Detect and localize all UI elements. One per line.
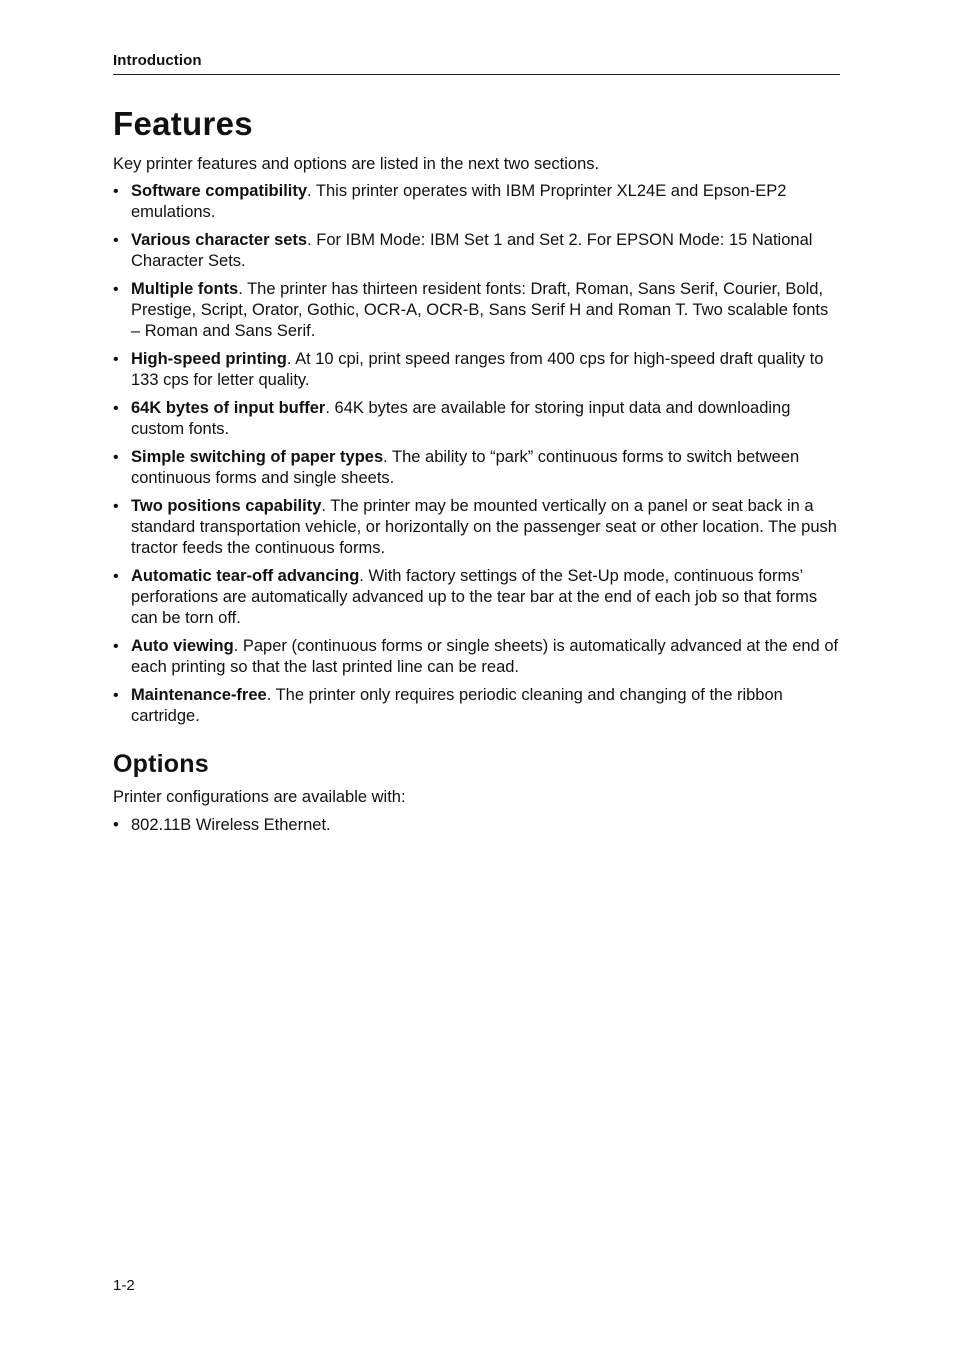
running-header: Introduction [113, 52, 202, 69]
feature-description: . This printer operates with IBM Proprinter XL24E and Epson-EP2 emulations. [131, 182, 787, 221]
list-item [113, 566, 841, 629]
bullet-icon: • [113, 687, 119, 704]
bullet-icon: • [113, 568, 119, 585]
features-list [113, 181, 841, 727]
feature-term: Various character sets [131, 231, 308, 249]
bullet-icon: • [113, 281, 119, 298]
bullet-icon: • [113, 498, 119, 515]
bullet-icon: • [113, 400, 119, 417]
feature-term: Software compatibility [131, 182, 308, 200]
option-text: 802.11B Wireless Ethernet. [131, 816, 331, 834]
list-item [113, 279, 841, 342]
list-item [113, 230, 841, 272]
feature-description: . The printer only requires periodic cleaning and changing of the ribbon cartridge. [131, 686, 783, 725]
feature-term: Auto viewing [131, 637, 234, 655]
header-divider [113, 74, 840, 75]
page-content [113, 100, 841, 836]
page-number: 1-2 [113, 1277, 135, 1294]
feature-term: 64K bytes of input buffer [131, 399, 326, 417]
feature-term: Two positions capability [131, 497, 322, 515]
feature-description: . The printer has thirteen resident fonts: Draft, Roman, Sans Serif, Courier, Bold, Prestige, Script, Orator, Gothic, OCR-A, OCR-B, Sans Serif H and Roman T. Two scalable fonts – Roman and Sans Serif. [131, 280, 829, 340]
feature-term: Automatic tear-off advancing [131, 567, 360, 585]
list-item [113, 349, 841, 391]
options-intro: Printer configurations are available with: [113, 788, 406, 806]
list-item [113, 815, 841, 836]
feature-description: . The printer may be mounted vertically on a panel or seat back in a standard transportation vehicle, or horizontally on the passenger seat or other location. The push tractor feeds the continuous forms. [131, 497, 837, 557]
bullet-icon: • [113, 232, 119, 249]
page-title: Features [113, 105, 253, 142]
feature-description: . With factory settings of the Set-Up mode, continuous forms’ perforations are automatically advanced up to the tear bar at the end of each job so that forms can be torn off. [131, 567, 818, 627]
bullet-icon: • [113, 449, 119, 466]
list-item [113, 636, 841, 678]
bullet-icon: • [113, 816, 119, 834]
feature-term: Multiple fonts [131, 280, 239, 298]
options-heading: Options [113, 750, 209, 778]
list-item [113, 685, 841, 727]
feature-description: . For IBM Mode: IBM Set 1 and Set 2. For EPSON Mode: 15 National Character Sets. [131, 231, 813, 270]
list-item [113, 181, 841, 223]
feature-description: . At 10 cpi, print speed ranges from 400 cps for high-speed draft quality to 133 cps for letter quality. [131, 350, 824, 389]
feature-term: Maintenance-free [131, 686, 267, 704]
feature-description: . Paper (continuous forms or single sheets) is automatically advanced at the end of each printing so that the last printed line can be read. [131, 637, 839, 676]
list-item [113, 447, 841, 489]
bullet-icon: • [113, 638, 119, 655]
feature-term: High-speed printing [131, 350, 287, 368]
list-item [113, 398, 841, 440]
bullet-icon: • [113, 351, 119, 368]
options-list [113, 815, 841, 836]
bullet-icon: • [113, 183, 119, 200]
features-intro: Key printer features and options are listed in the next two sections. [113, 155, 600, 173]
feature-description: . 64K bytes are available for storing input data and downloading custom fonts. [131, 399, 791, 438]
feature-description: . The ability to “park” continuous forms to switch between continuous forms and single sheets. [131, 448, 800, 487]
list-item [113, 496, 841, 559]
feature-term: Simple switching of paper types [131, 448, 384, 466]
